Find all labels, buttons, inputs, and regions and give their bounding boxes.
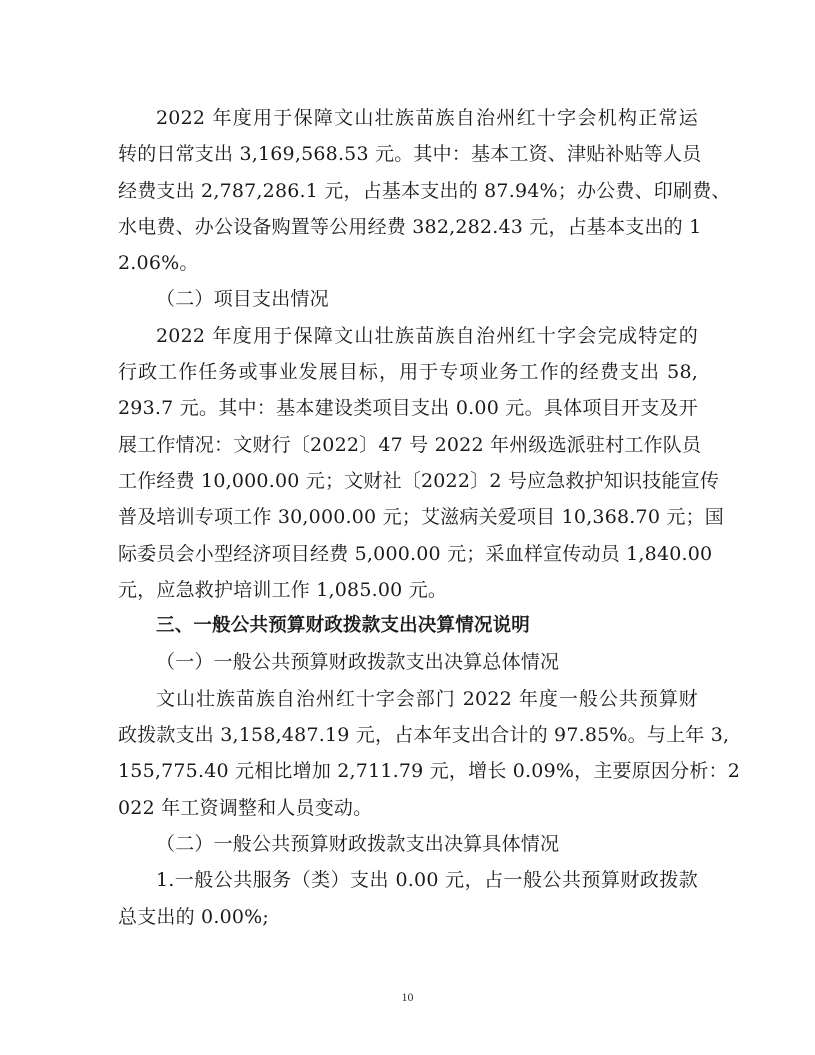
text-line: 155,775.40 元相比增加 2,711.79 元，增长 0.09%，主要原因分析：2: [118, 760, 741, 783]
subsection-heading: （一）一般公共预算财政拨款支出决算总体情况: [156, 651, 560, 674]
subsection-heading: （二）一般公共预算财政拨款支出决算具体情况: [156, 832, 560, 855]
section-heading: 三、一般公共预算财政拨款支出决算情况说明: [156, 615, 531, 637]
text-line: 工作经费 10,000.00 元；文财社〔2022〕2 号应急救护知识技能宣传: [118, 469, 720, 492]
text-line: 际委员会小型经济项目经费 5,000.00 元；采血样宣传动员 1,840.00: [118, 542, 713, 565]
subsection-heading: （二）项目支出情况: [156, 288, 329, 311]
text-line: 经费支出 2,787,286.1 元，占基本支出的 87.94%；办公费、印刷费、: [118, 179, 731, 202]
text-line: 1.一般公共服务（类）支出 0.00 元，占一般公共预算财政拨款: [156, 869, 698, 892]
text-line: 政拨款支出 3,158,487.19 元，占本年支出合计的 97.85%。与上年 3,: [118, 724, 730, 747]
text-line: 022 年工资调整和人员变动。: [118, 796, 373, 819]
text-line: 总支出的 0.00%;: [118, 905, 269, 928]
text-line: 水电费、办公设备购置等公用经费 382,282.43 元，占基本支出的 1: [118, 215, 702, 238]
text-line: 2022 年度用于保障文山壮族苗族自治州红十字会机构正常运: [156, 107, 698, 129]
text-line: 普及培训专项工作 30,000.00 元；艾滋病关爱项目 10,368.70 元；国: [118, 506, 724, 529]
text-line: 行政工作任务或事业发展目标，用于专项业务工作的经费支出 58,: [118, 361, 698, 384]
document-body: [118, 100, 741, 935]
text-line: 文山壮族苗族自治州红十字会部门 2022 年度一般公共预算财: [156, 687, 698, 710]
text-line: 转的日常支出 3,169,568.53 元。其中：基本工资、津贴补贴等人员: [118, 143, 702, 166]
text-line: 2.06%。: [118, 252, 199, 275]
page-number: 10: [401, 990, 414, 1004]
text-line: 元，应急救护培训工作 1,085.00 元。: [118, 578, 448, 601]
text-line: 展工作情况：文财行〔2022〕47 号 2022 年州级选派驻村工作队员: [118, 433, 702, 456]
text-line: 2022 年度用于保障文山壮族苗族自治州红十字会完成特定的: [156, 324, 698, 347]
text-line: 293.7 元。其中：基本建设类项目支出 0.00 元。具体项目开支及开: [118, 397, 698, 420]
